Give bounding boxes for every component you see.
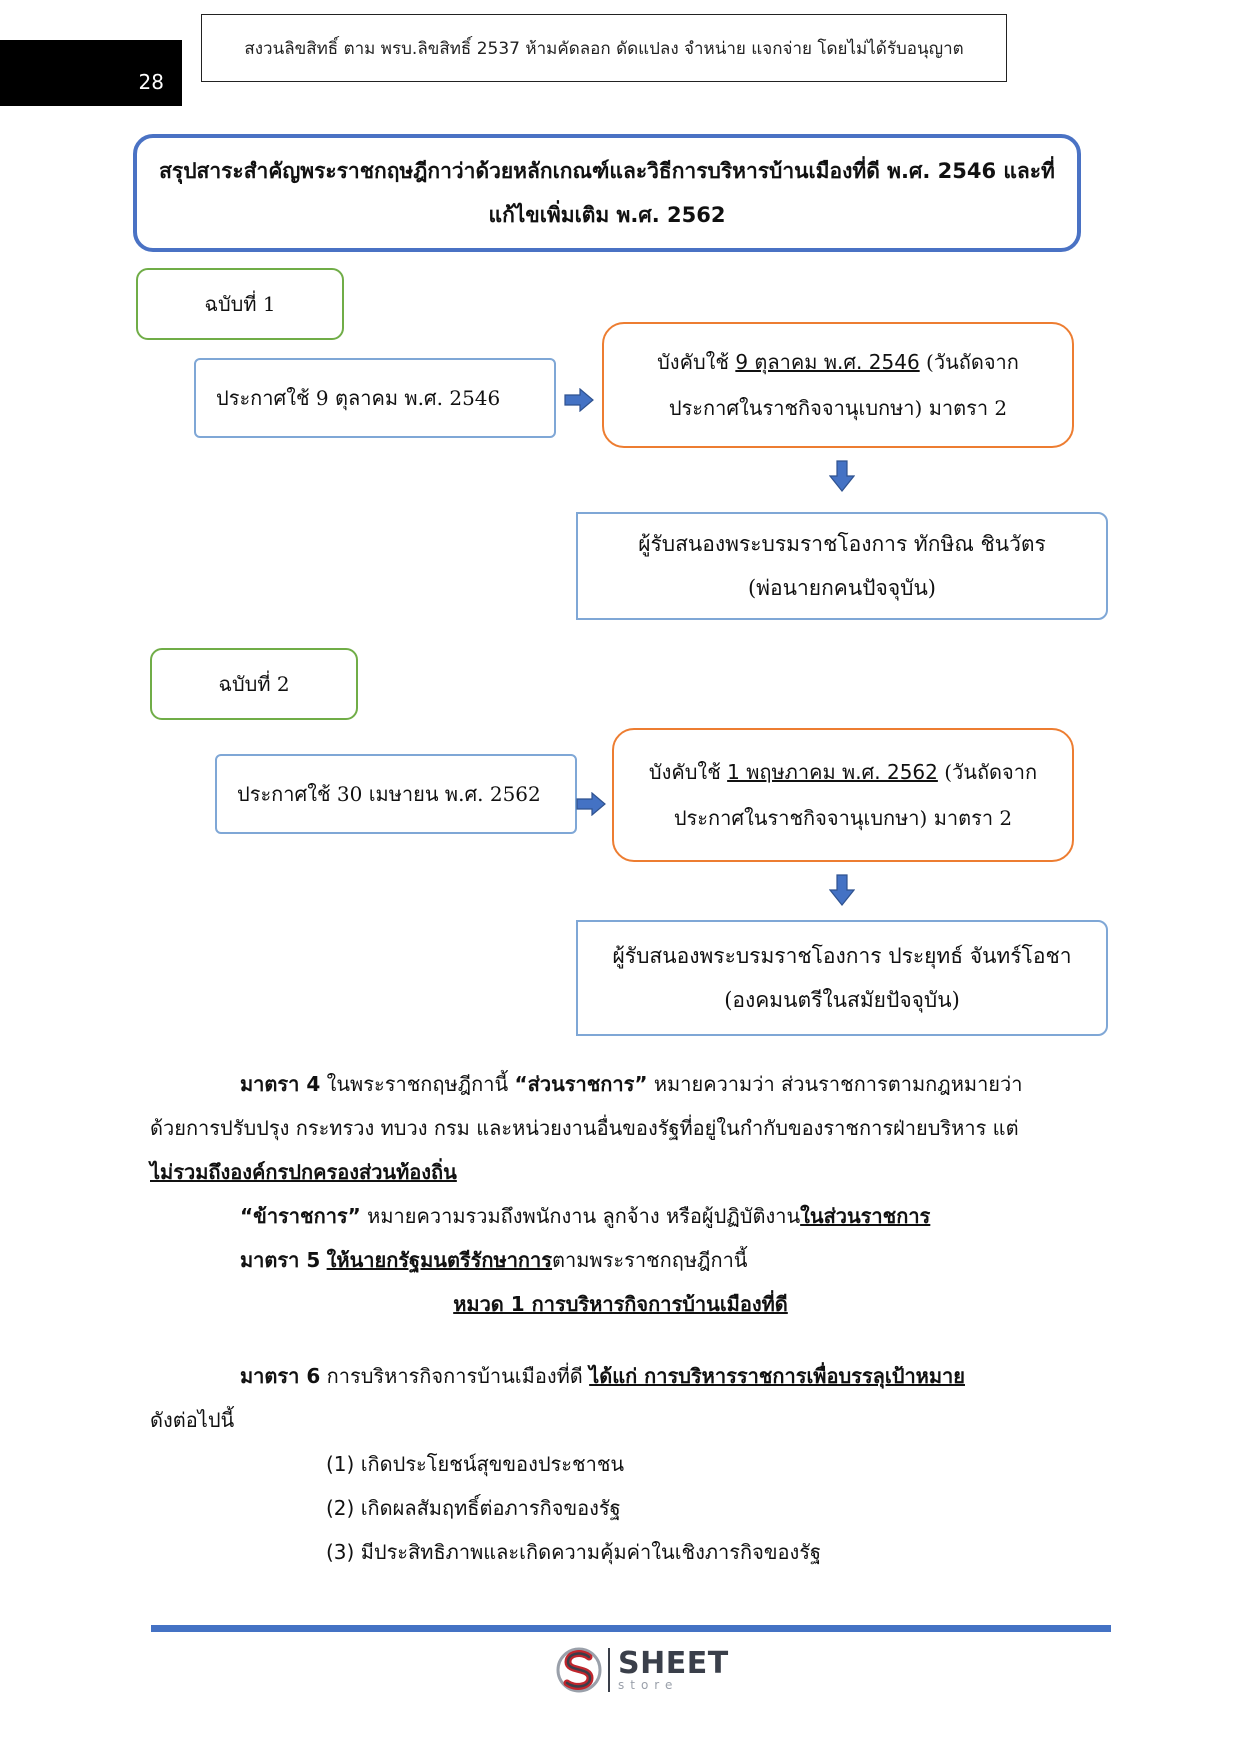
section-6-label: มาตรา 6 [240, 1364, 321, 1388]
section-4-line-1 [240, 1062, 1023, 1106]
effective-suffix: (วันถัดจาก [937, 760, 1038, 784]
edition-2-responder-note: (องคมนตรีในสมัยปัจจุบัน) [724, 988, 960, 1012]
list-item: (3) มีประสิทธิภาพและเกิดความคุ้มค่าในเชิงภารกิจของรัฐ [326, 1540, 822, 1564]
brand-text-block [618, 1646, 729, 1692]
list-item: (2) เกิดผลสัมฤทธิ์ต่อภารกิจของรัฐ [326, 1496, 621, 1520]
officer-definition [240, 1194, 930, 1238]
edition-1-announced-box [194, 358, 556, 438]
edition-1-effective-line-2: ประกาศในราชกิจจานุเบกษา) มาตรา 2 [668, 396, 1008, 420]
logo-separator [608, 1648, 610, 1692]
brand-sub: store [618, 1678, 679, 1692]
copyright-text: สงวนลิขสิทธิ์ ตาม พรบ.ลิขสิทธิ์ 2537 ห้ามคัดลอก ดัดแปลง จำหน่าย แจกจ่าย โดยไม่ได้รับอนุญาต [244, 38, 964, 59]
edition-2-announced: ประกาศใช้ 30 เมษายน พ.ศ. 2562 [237, 782, 541, 806]
brand-name: SHEET [618, 1646, 729, 1681]
section-5-label: มาตรา 5 [240, 1248, 321, 1272]
section-5-underline: ให้นายกรัฐมนตรีรักษาการ [326, 1248, 553, 1272]
section-4-line-3: ไม่รวมถึงองค์กรปกครองส่วนท้องถิ่น [150, 1160, 457, 1184]
edition-2-effective-line-2: ประกาศในราชกิจจานุเบกษา) มาตรา 2 [673, 806, 1013, 830]
edition-2-effective-box [612, 728, 1074, 862]
edition-2-announced-box [215, 754, 577, 834]
section-6-underline: ได้แก่ การบริหารราชการเพื่อบรรลุเป้าหมาย [589, 1364, 965, 1388]
edition-1-effective-date: 9 ตุลาคม พ.ศ. 2546 [735, 350, 920, 374]
right-arrow-icon [576, 792, 606, 816]
sheet-logo-icon [556, 1645, 602, 1695]
edition-1-label-box [136, 268, 344, 340]
section-6-line-1 [240, 1354, 965, 1398]
brand-logo [556, 1640, 736, 1700]
page-number: 28 [138, 70, 164, 94]
section-5-text: ตามพระราชกฤษฎีกานี้ [552, 1248, 748, 1272]
effective-prefix: บังคับใช้ [648, 760, 728, 784]
footer-divider [151, 1625, 1111, 1632]
copyright-notice [201, 14, 1007, 82]
down-arrow-icon [829, 460, 855, 492]
list-item: (1) เกิดประโยชน์สุขของประชาชน [326, 1452, 625, 1476]
officer-underline: ในส่วนราชการ [800, 1204, 931, 1228]
edition-2-responder-box [576, 920, 1108, 1036]
title-line-2: แก้ไขเพิ่มเติม พ.ศ. 2562 [488, 203, 726, 227]
section-4-line-2: ด้วยการปรับปรุง กระทรวง ทบวง กรม และหน่วยงานอื่นของรัฐที่อยู่ในกำกับของราชการฝ่ายบริหาร แต่ [150, 1116, 1019, 1140]
down-arrow-icon [829, 874, 855, 906]
title-line-1: สรุปสาระสำคัญพระราชกฤษฎีกาว่าด้วยหลักเกณฑ์และวิธีการบริหารบ้านเมืองที่ดี พ.ศ. 2546 และที่ [159, 159, 1055, 183]
edition-1-effective-line-1 [657, 339, 1019, 385]
section-4-label: มาตรา 4 [240, 1072, 321, 1096]
edition-1-label: ฉบับที่ 1 [204, 292, 276, 316]
edition-2-effective-date: 1 พฤษภาคม พ.ศ. 2562 [727, 760, 938, 784]
section-6-text: การบริหารกิจการบ้านเมืองที่ดี [320, 1364, 590, 1388]
section-5 [240, 1238, 747, 1282]
page-number-block [0, 40, 182, 106]
edition-1-effective-box [602, 322, 1074, 448]
edition-1-responder-box [576, 512, 1108, 620]
section-6-line-2: ดังต่อไปนี้ [150, 1408, 235, 1432]
section-4-text-2: หมายความว่า ส่วนราชการตามกฎหมายว่า [647, 1072, 1023, 1096]
edition-2-effective-line-1 [649, 749, 1037, 795]
edition-2-label-box [150, 648, 358, 720]
effective-suffix: (วันถัดจาก [919, 350, 1019, 374]
effective-prefix: บังคับใช้ [657, 350, 736, 374]
edition-1-announced: ประกาศใช้ 9 ตุลาคม พ.ศ. 2546 [216, 386, 501, 410]
edition-1-responder-note: (พ่อนายกคนปัจจุบัน) [747, 576, 937, 600]
right-arrow-icon [564, 388, 594, 412]
page-title [133, 134, 1081, 252]
chapter-1-heading: หมวด 1 การบริหารกิจการบ้านเมืองที่ดี [453, 1292, 788, 1316]
section-4-term: “ส่วนราชการ” [514, 1072, 648, 1096]
edition-2-label: ฉบับที่ 2 [218, 672, 290, 696]
section-4-text-1: ในพระราชกฤษฎีกานี้ [320, 1072, 515, 1096]
edition-2-responder-name: ผู้รับสนองพระบรมราชโองการ ประยุทธ์ จันทร์โอชา [612, 944, 1072, 968]
edition-1-responder-name: ผู้รับสนองพระบรมราชโองการ ทักษิณ ชินวัตร [638, 532, 1046, 556]
officer-text: หมายความรวมถึงพนักงาน ลูกจ้าง หรือผู้ปฏิบัติงาน [360, 1204, 801, 1228]
officer-term: “ข้าราชการ” [240, 1204, 361, 1228]
